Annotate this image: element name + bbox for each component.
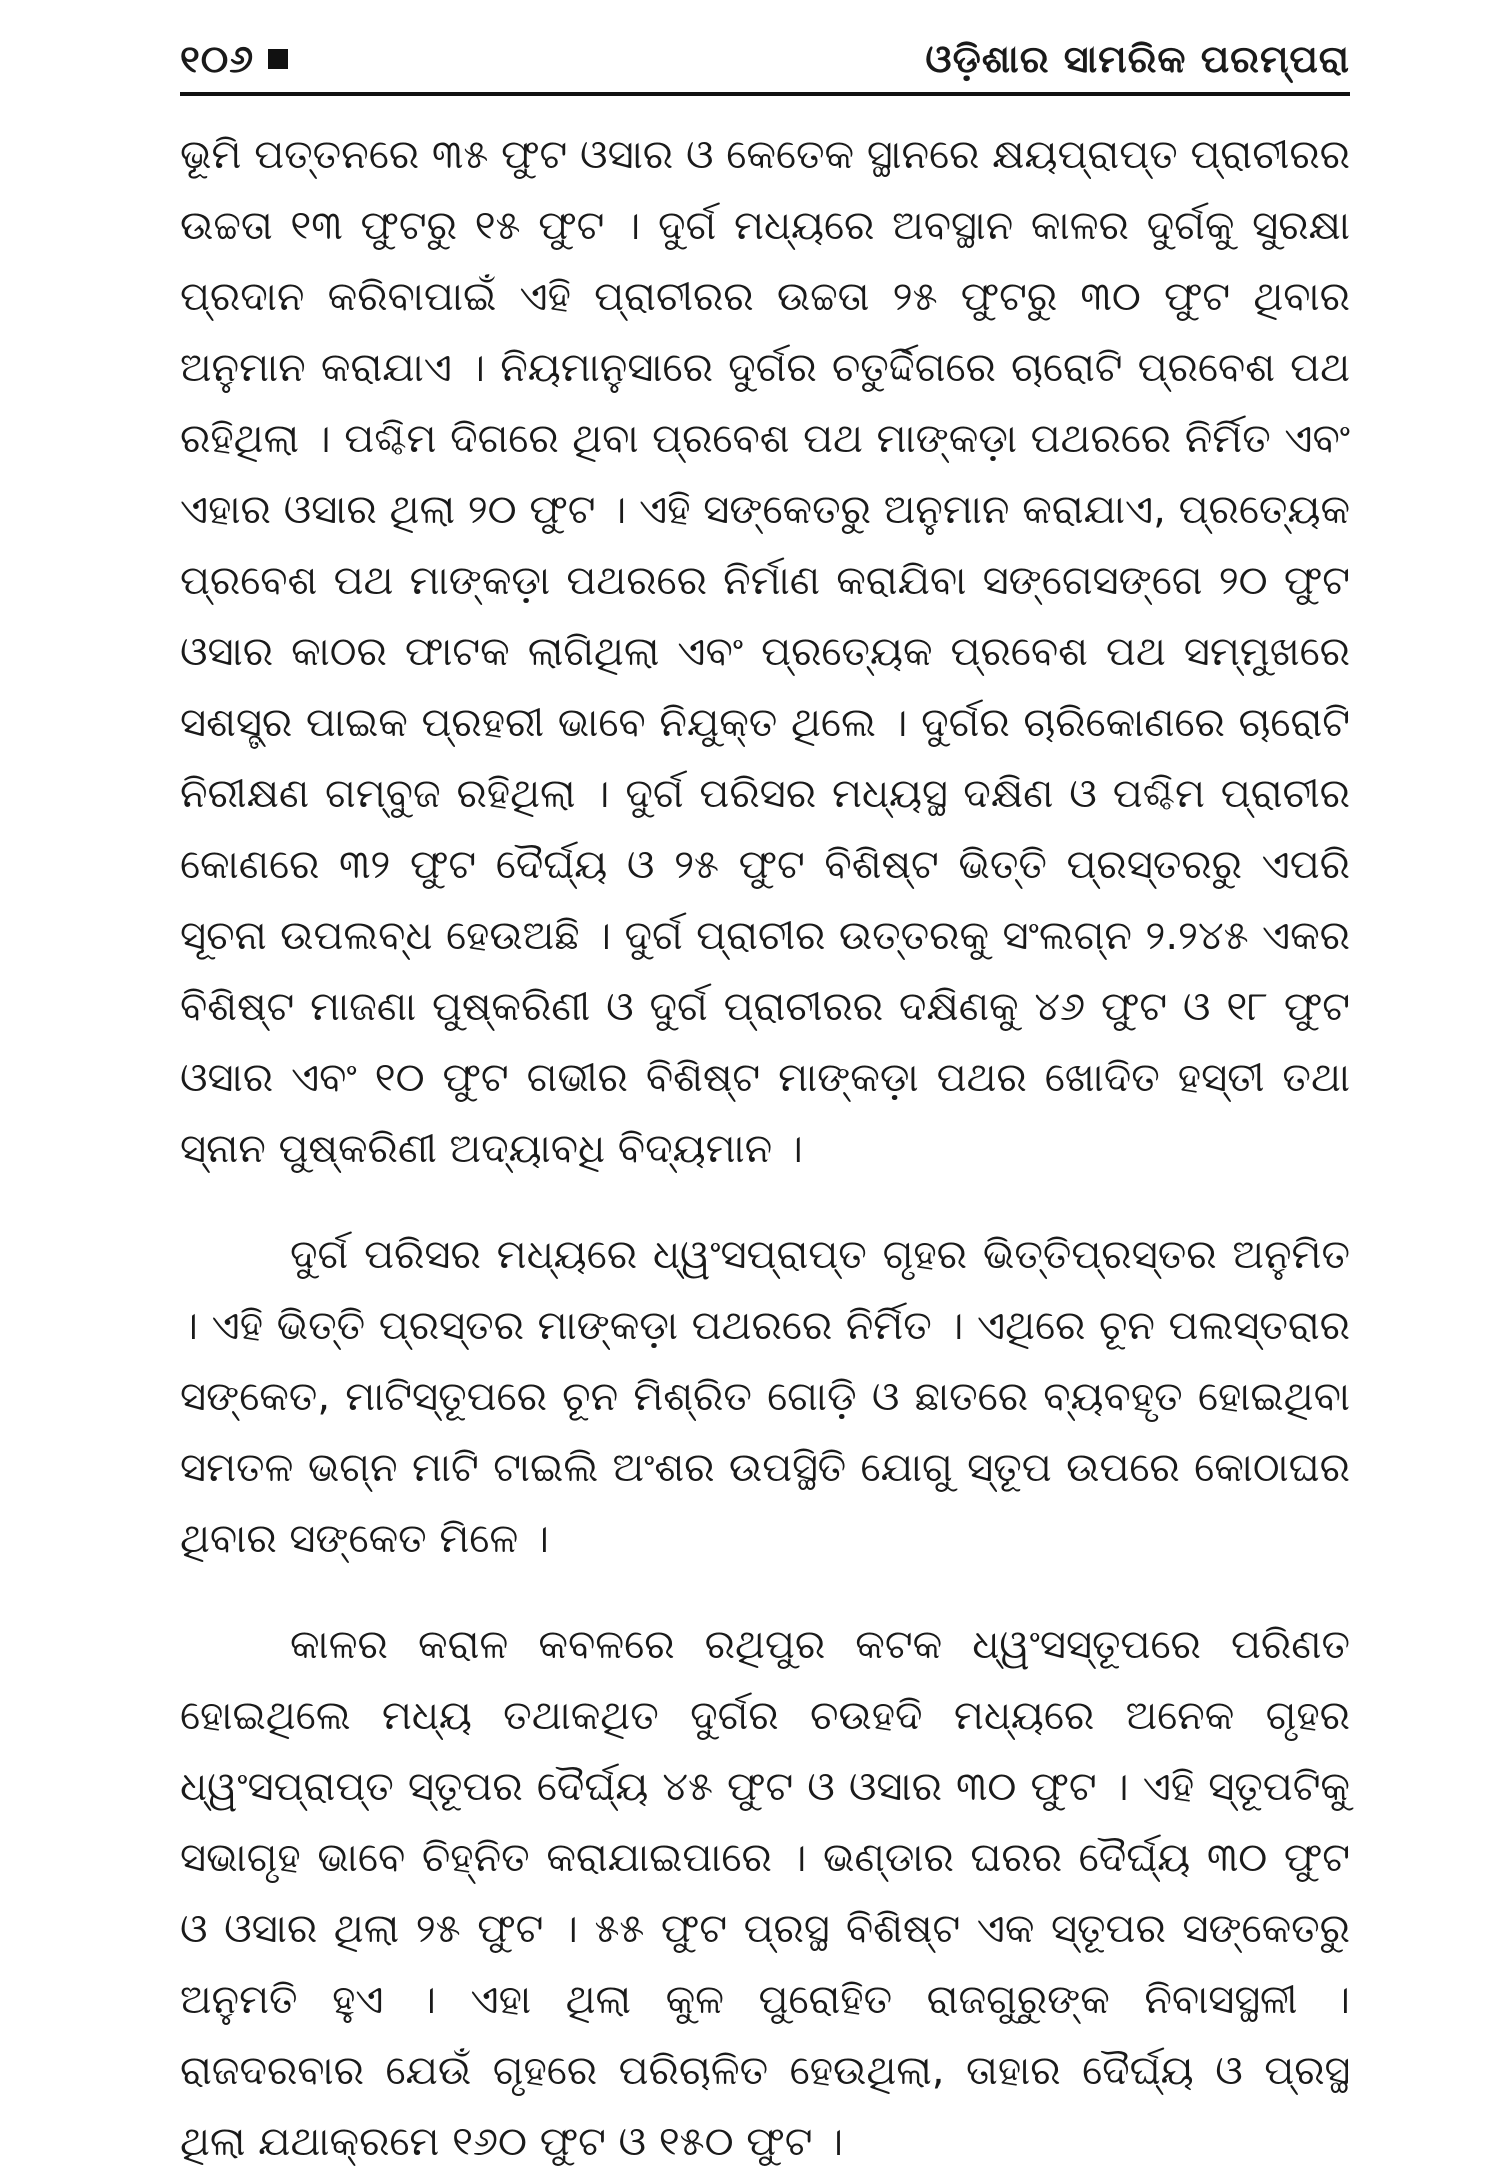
paragraph-1: ଭୂମି ପତ୍ତନରେ ୩୫ ଫୁଟ ଓସାର ଓ କେତେକ ସ୍ଥାନରେ କ୍ଷୟପ୍ରାପ୍ତ ପ୍ରାଚୀରର ଉଚ୍ଚତା ୧୩ ଫୁଟରୁ ୧୫ ଫୁଟ । ଦୁର୍ଗ ମଧ୍ୟରେ ଅବସ୍ଥାନ କାଳର ଦୁର୍ଗକୁ ସୁରକ୍ଷା ପ୍ରଦାନ କରିବାପାଇଁ ଏହି ପ୍ରାଚୀରର ଉଚ୍ଚତା ୨୫ ଫୁଟରୁ ୩୦ ଫୁଟ ଥିବାର ଅନୁମାନ କରାଯାଏ । ନିୟମାନୁସାରେ ଦୁର୍ଗର ଚତୁର୍ଦ୍ଦିଗରେ ଚାରୋଟି ପ୍ରବେଶ ପଥ ରହିଥିଲା । ପଶ୍ଚିମ ଦିଗରେ ଥିବା ପ୍ରବେଶ ପଥ ମାଙ୍କଡ଼ା ପଥରରେ ନିର୍ମିତ ଏବଂ ଏହାର ଓସାର ଥିଲା ୨୦ ଫୁଟ । ଏହି ସଙ୍କେତରୁ ଅନୁମାନ କରାଯାଏ, ପ୍ରତ୍ୟେକ ପ୍ରବେଶ ପଥ ମାଙ୍କଡ଼ା ପଥରରେ ନିର୍ମାଣ କରାଯିବା ସଙ୍ଗେସଙ୍ଗେ ୨୦ ଫୁଟ ଓସାର କାଠର ଫାଟକ ଲାଗିଥିଲା ଏବଂ ପ୍ରତ୍ୟେକ ପ୍ରବେଶ ପଥ ସମ୍ମୁଖରେ ସଶସ୍ତ୍ର ପାଇକ ପ୍ରହରୀ ଭାବେ ନିଯୁକ୍ତ ଥିଲେ । ଦୁର୍ଗର ଚାରିକୋଣରେ ଚାରୋଟି ନିରୀକ୍ଷଣ ଗମ୍ବୁଜ ରହିଥିଲା । ଦୁର୍ଗ ପରିସର ମଧ୍ୟସ୍ଥ ଦକ୍ଷିଣ ଓ ପଶ୍ଚିମ ପ୍ରାଚୀର କୋଣରେ ୩୨ ଫୁଟ ଦୈର୍ଘ୍ୟ ଓ ୨୫ ଫୁଟ ବିଶିଷ୍ଟ ଭିତ୍ତି ପ୍ରସ୍ତରରୁ ଏପରି ସୂଚନା ଉପଲବ୍ଧ ହେଉଅଛି । ଦୁର୍ଗ ପ୍ରାଚୀର ଉତ୍ତରକୁ ସଂଲଗ୍ନ ୨.୨୪୫ ଏକର ବିଶିଷ୍ଟ ମାଜଣା ପୁଷ୍କରିଣୀ ଓ ଦୁର୍ଗ ପ୍ରାଚୀରର ଦକ୍ଷିଣକୁ ୪୬ ଫୁଟ ଓ ୧୮ ଫୁଟ ଓସାର ଏବଂ ୧୦ ଫୁଟ ଗଭୀର ବିଶିଷ୍ଟ ମାଙ୍କଡ଼ା ପଥର ଖୋଦିତ ହସ୍ତୀ ତଥା ସ୍ନାନ ପୁଷ୍କରିଣୀ ଅଦ୍ୟାବଧି ବିଦ୍ୟମାନ । — [180, 132, 1350, 1172]
page-body — [180, 120, 1350, 2178]
page-number-block — [180, 37, 288, 82]
paragraph-gap — [180, 1575, 1350, 1610]
header-rule — [180, 92, 1350, 96]
square-bullet-icon — [268, 49, 288, 69]
page-header — [180, 28, 1350, 90]
paragraph-2: ଦୁର୍ଗ ପରିସର ମଧ୍ୟରେ ଧ୍ୱଂସପ୍ରାପ୍ତ ଗୃହର ଭିତ୍ତିପ୍ରସ୍ତର ଅନୁମିତ । ଏହି ଭିତ୍ତି ପ୍ରସ୍ତର ମାଙ୍କଡ଼ା ପଥରରେ ନିର୍ମିତ । ଏଥିରେ ଚୂନ ପଲସ୍ତରାର ସଙ୍କେତ, ମାଟିସ୍ତୂପରେ ଚୂନ ମିଶ୍ରିତ ଗୋଡ଼ି ଓ ଛାତରେ ବ୍ୟବହୃତ ହୋଇଥିବା ସମତଳ ଭଗ୍ନ ମାଟି ଟାଇଲି ଅଂଶର ଉପସ୍ଥିତି ଯୋଗୁ ସ୍ତୂପ ଉପରେ କୋଠାଘର ଥିବାର ସଙ୍କେତ ମିଳେ । — [180, 1232, 1350, 1562]
page-number: ୧୦୬ — [180, 36, 255, 81]
paragraph-gap — [180, 1185, 1350, 1220]
running-title: ଓଡ଼ିଶାର ସାମରିକ ପରମ୍ପରା — [925, 36, 1350, 81]
paragraph-3: କାଳର କରାଳ କବଳରେ ରଥିପୁର କଟକ ଧ୍ୱଂସସ୍ତୂପରେ ପରିଣତ ହୋଇଥିଲେ ମଧ୍ୟ ତଥାକଥିତ ଦୁର୍ଗର ଚଉହଦି ମଧ୍ୟରେ ଅନେକ ଗୃହର ଧ୍ୱଂସପ୍ରାପ୍ତ ସ୍ତୂପର ଦୈର୍ଘ୍ୟ ୪୫ ଫୁଟ ଓ ଓସାର ୩୦ ଫୁଟ । ଏହି ସ୍ତୂପଟିକୁ ସଭାଗୃହ ଭାବେ ଚିହ୍ନିତ କରାଯାଇପାରେ । ଭଣ୍ଡାର ଘରର ଦୈର୍ଘ୍ୟ ୩୦ ଫୁଟ ଓ ଓସାର ଥିଲା ୨୫ ଫୁଟ । ୫୫ ଫୁଟ ପ୍ରସ୍ଥ ବିଶିଷ୍ଟ ଏକ ସ୍ତୂପର ସଙ୍କେତରୁ ଅନୁମତି ହୁଏ । ଏହା ଥିଲା କୁଳ ପୁରୋହିତ ରାଜଗୁରୁଙ୍କ ନିବାସସ୍ଥଳୀ । ରାଜଦରବାର ଯେଉଁ ଗୃହରେ ପରିଚାଳିତ ହେଉଥିଲା, ତାହାର ଦୈର୍ଘ୍ୟ ଓ ପ୍ରସ୍ଥ ଥିଲା ଯଥାକ୍ରମେ ୧୬୦ ଫୁଟ ଓ ୧୫୦ ଫୁଟ । — [180, 1622, 1350, 2165]
